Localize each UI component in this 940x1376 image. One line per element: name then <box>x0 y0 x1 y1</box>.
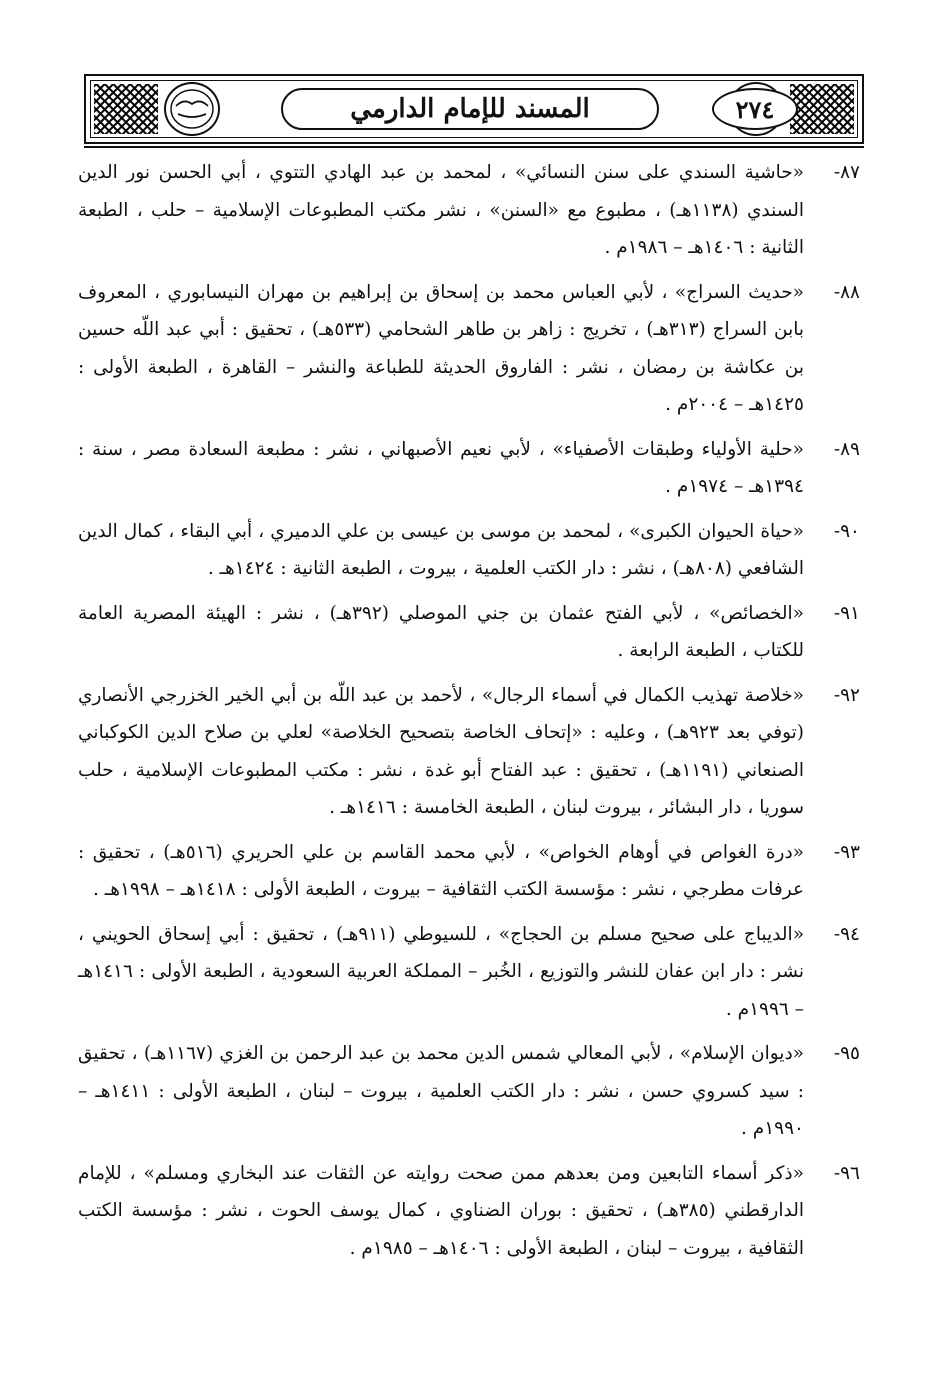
entry-text: «ديوان الإسلام» ، لأبي المعالي شمس الدين محمد بن عبد الرحمن بن الغزي (١١٦٧هـ) ، تحقيق : سيد كسروي حسن ، نشر : دار الكتب العلمية ، بيروت – لبنان ، الطبعة الأولى : ١٤١١هـ – ١٩٩٠م . <box>78 1043 804 1139</box>
entry-number: ٩٣- <box>833 841 860 863</box>
entry-number: ٩٢- <box>833 684 860 706</box>
running-title: المسند للإمام الدارمي <box>350 94 590 124</box>
entry-text: «ذكر أسماء التابعين ومن بعدهم ممن صحت روايته عن الثقات عند البخاري ومسلم» ، للإمام الدارقطني (٣٨٥هـ) ، تحقيق : بوران الضناوي ، كمال يوسف الحوت ، نشر : مؤسسة الكتب الثقافية ، بيروت – لبنان ، الطبعة الأولى : ١٤٠٦هـ – ١٩٨٥م . <box>78 1162 804 1259</box>
entry-number: ٩٥- <box>833 1043 860 1064</box>
bibliography-entry-88 <box>78 274 860 424</box>
entry-text: «حديث السراج» ، لأبي العباس محمد بن إسحاق بن إبراهيم بن مهران النيسابوري ، المعروف بابن السراج (٣١٣هـ) ، تخريج : زاهر بن طاهر الشحامي (٥٣٣هـ) ، تحقيق : أبي عبد اللّه حسين بن عكاشة بن رمضان ، نشر : الفاروق الحديثة للطباعة والنشر – القاهرة ، الطبعة الأولى : ١٤٢٥هـ – ٢٠٠٤م . <box>78 281 805 415</box>
entry-number: ٩٦- <box>833 1162 860 1184</box>
page-number: ٢٧٤ <box>735 94 775 124</box>
bibliography-entry-94 <box>78 916 860 1029</box>
bibliography-entry-96 <box>78 1155 860 1268</box>
entry-number: ٨٧- <box>833 162 860 183</box>
bibliography-entry-95 <box>78 1035 860 1148</box>
bibliography-entry-91 <box>78 595 860 670</box>
bibliography-entry-89 <box>78 431 860 506</box>
bibliography-list <box>78 154 860 1274</box>
bibliography-entry-93 <box>78 834 860 909</box>
bibliography-entry-87 <box>78 154 860 267</box>
entry-text: «حلية الأولياء وطبقات الأصفياء» ، لأبي نعيم الأصبهاني ، نشر : مطبعة السعادة مصر ، سنة : ١٣٩٤هـ – ١٩٧٤م . <box>78 438 804 497</box>
entry-text: «حاشية السندي على سنن النسائي» ، لمحمد بن عبد الهادي التتوي ، أبي الحسن نور الدين السندي (١١٣٨هـ) ، مطبوع مع «السنن» ، نشر مكتب المطبوعات الإسلامية – حلب ، الطبعة الثانية : ١٤٠٦هـ – ١٩٨٦م . <box>78 162 804 258</box>
entry-number: ٩١- <box>833 602 860 624</box>
entry-text: «الديباج على صحيح مسلم بن الحجاج» ، للسيوطي (٩١١هـ) ، تحقيق : أبي إسحاق الحويني ، نشر : دار ابن عفان للنشر والتوزيع ، الخُبر – المملكة العربية السعودية ، الطبعة الأولى : ١٤١٦هـ – ١٩٩٦م . <box>78 923 805 1020</box>
header-divider <box>84 146 864 148</box>
bibliography-entry-90 <box>78 513 860 588</box>
bibliography-entry-92 <box>78 677 860 827</box>
entry-number: ٨٩- <box>833 438 860 460</box>
entry-text: «حياة الحيوان الكبرى» ، لمحمد بن موسى بن عيسى بن علي الدميري ، أبي البقاء ، كمال الدين الشافعي (٨٠٨هـ) ، نشر : دار الكتب العلمية ، بيروت ، الطبعة الثانية : ١٤٢٤هـ . <box>78 520 804 579</box>
page-number-oval <box>712 88 798 130</box>
page-header <box>84 74 864 144</box>
entry-number: ٩٤- <box>833 923 860 945</box>
entry-text: «درة الغواص في أوهام الخواص» ، لأبي محمد القاسم بن علي الحريري (٥١٦هـ) ، تحقيق : عرفات مطرجي ، نشر : مؤسسة الكتب الثقافية – بيروت ، الطبعة الأولى : ١٤١٨هـ – ١٩٩٨هـ . <box>78 841 805 900</box>
ornamental-pattern-right <box>790 84 854 134</box>
entry-text: «خلاصة تهذيب الكمال في أسماء الرجال» ، لأحمد بن عبد اللّه بن أبي الخير الخزرجي الأنصاري (توفي بعد ٩٢٣هـ) ، وعليه : «إتحاف الخاصة بتصحيح الخلاصة» لعلي بن صلاح الدين الكوكباني الصنعاني (١١٩١هـ) ، تحقيق : عبد الفتاح أبو غدة ، نشر : مكتب المطبوعات الإسلامية ، حلب سوريا ، دار البشائر ، بيروت لبنان ، الطبعة الخامسة : ١٤١٦هـ . <box>78 684 804 818</box>
title-cartouche <box>281 88 659 130</box>
ornamental-medallion-left-icon <box>164 82 220 136</box>
entry-number: ٨٨- <box>833 281 860 303</box>
entry-number: ٩٠- <box>833 520 860 542</box>
entry-text: «الخصائص» ، لأبي الفتح عثمان بن جني الموصلي (٣٩٢هـ) ، نشر : الهيئة المصرية العامة للكتاب ، الطبعة الرابعة . <box>78 602 804 661</box>
ornamental-pattern-left <box>94 84 158 134</box>
